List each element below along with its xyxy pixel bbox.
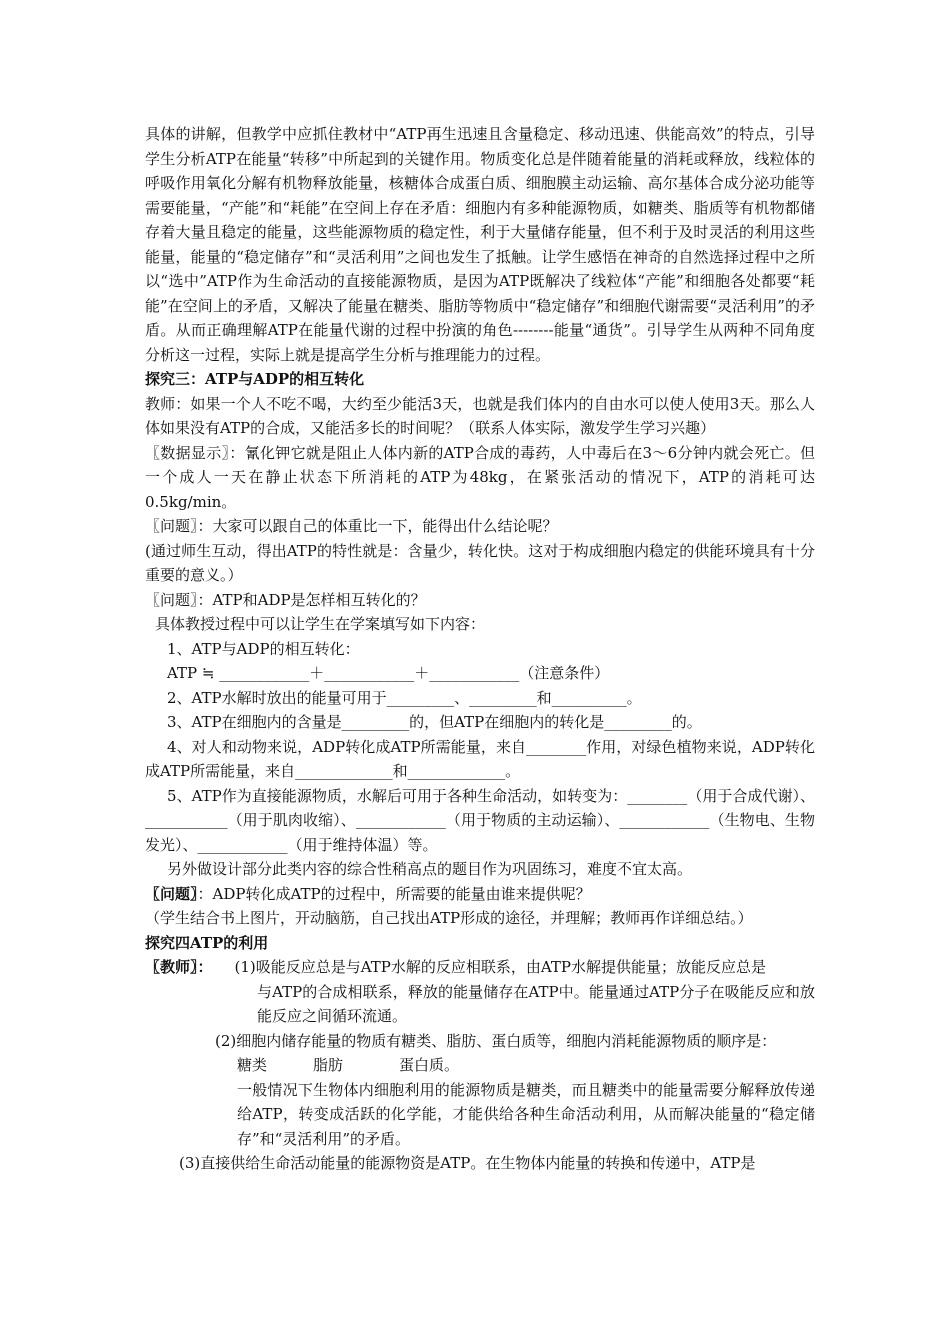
- item-2: 2、ATP水解时放出的能量可用于_________、_________和__________。: [167, 688, 642, 707]
- question-1: 〖问题〗：大家可以跟自己的体重比一下，能得出什么结论呢？: [145, 517, 558, 535]
- question-3: [145, 882, 815, 907]
- summary-3: (3)直接供给生命活动能量的能源物资是ATP。在生物体内能量的转换和传递中，ATP是: [179, 1154, 756, 1172]
- intro-paragraph: 具体的讲解，但教学中应抓住教材中“ATP再生迅速且含量稳定、移动迅速、供能高效”的特点，引导学生分析ATP在能量“转移”中所起到的关键作用。物质变化总是伴随着能量的消耗或释放，线粒体的呼吸作用氧化分解有机物释放能量，核糖体合成蛋白质、细胞膜主动运输、高尔基体合成分泌功能等需要能量，“产能”和“耗能”在空间上存在矛盾：细胞内有多种能源物质，如糖类、脂质等有机物都储存着大量且稳定的能量，这些能源物质的稳定性，利于大量储存能量，但不利于及时灵活的利用这些能量，能量的“稳定储存”和“灵活利用”之间也发生了抵触。让学生感悟在神奇的自然选择过程中之所以“选中”ATP作为生命活动的直接能源物质，是因为ATP既解决了线粒体“产能”和细胞各处都要“耗能”在空间上的矛盾，又解决了能量在糖类、脂肪等物质中“稳定储存”和细胞代谢需要“灵活利用”的矛盾。从而正确理解ATP在能量代谢的过程中扮演的角色--------能量“通货”。引导学生从两种不同角度分析这一过程，实际上就是提高学生分析与推理能力的过程。: [145, 125, 815, 364]
- data-display: 〖数据显示〗：氰化钾它就是阻止人体内新的ATP合成的毒药，人中毒后在3～6分钟内就会死亡。但一个成人一天在静止状态下所消耗的ATP为48kg，在紧张活动的情况下，ATP的消耗可达0.5kg/min。: [145, 443, 815, 511]
- extra-note: 另外做设计部分此类内容的综合性稍高点的题目作为巩固练习，难度不宜太高。: [167, 860, 693, 878]
- sequence-item: 蛋白质。: [399, 1056, 460, 1074]
- teaching-note: 具体教授过程中可以让学生在学案填写如下内容：: [155, 615, 486, 633]
- section-heading-3: 探究三：ATP与ADP的相互转化: [145, 370, 365, 388]
- answer-1: (通过师生互动，得出ATP的特性就是：含量少，转化快。这对于构成细胞内稳定的供能环境具有十分重要的意义。）: [145, 541, 815, 584]
- sequence-item: 脂肪: [313, 1056, 344, 1074]
- teacher-label: 〖教师〗：: [145, 958, 213, 976]
- answer-3: （学生结合书上图片，开动脑筋，自己找出ATP形成的途径，并理解；教师再作详细总结。）: [145, 909, 753, 927]
- question-2: 〖问题〗：ATP和ADP是怎样相互转化的？: [145, 590, 426, 609]
- section-heading-4: 探究四ATP的利用: [145, 933, 269, 952]
- summary-2-cont: 一般情况下生物体内细胞利用的能源物质是糖类，而且糖类中的能量需要分解释放传递给ATP，转变成活跃的化学能，才能供给各种生命活动利用，从而解决能量的“稳定储存”和“灵活利用”的矛盾。: [237, 1080, 815, 1148]
- teacher-summary-1: [145, 955, 815, 980]
- document-page: [145, 122, 815, 1176]
- item-1-title: 1、ATP与ADP的相互转化：: [167, 639, 360, 658]
- summary-1-line: (1)吸能反应总是与ATP水解的反应相联系，由ATP水解提供能量；放能反应总是: [234, 958, 766, 976]
- teacher-question: 教师：如果一个人不吃不喝，大约至少能活3天，也就是我们体内的自由水可以使人使用3天。那么人体如果没有ATP的合成，又能活多长的时间呢？（联系人体实际，激发学生学习兴趣）: [145, 394, 815, 437]
- summary-2: (2)细胞内储存能量的物质有糖类、脂肪、蛋白质等，细胞内消耗能源物质的顺序是：: [215, 1031, 777, 1050]
- sequence-item: 糖类: [237, 1056, 268, 1074]
- summary-1-cont: 与ATP的合成相联系，释放的能量储存在ATP中。能量通过ATP分子在吸能反应和放能反应之间循环流通。: [257, 982, 815, 1025]
- item-1-equation: ATP ≒ ____________＋____________＋____________（注意条件）: [167, 664, 610, 682]
- energy-sequence: [145, 1053, 815, 1078]
- item-3: 3、ATP在细胞内的含量是_________的，但ATP在细胞内的转化是_________的。: [167, 713, 702, 731]
- question-3-label: 〖问题〗: [145, 884, 198, 903]
- item-5: 5、ATP作为直接能源物质，水解后可用于各种生命活动，如转变为：________（用于合成代谢）、___________（用于肌肉收缩）、____________（用于物质的主动运输）、____________（生物电、生物发光）、____________（用于维持体温）等。: [145, 786, 815, 854]
- item-4: 4、对人和动物来说，ADP转化成ATP所需能量，来自________作用，对绿色植物来说，ADP转化成ATP所需能量，来自_____________和_____________。: [145, 737, 815, 780]
- question-3-text: ：ADP转化成ATP的过程中，所需要的能量由谁来提供呢？: [197, 884, 591, 903]
